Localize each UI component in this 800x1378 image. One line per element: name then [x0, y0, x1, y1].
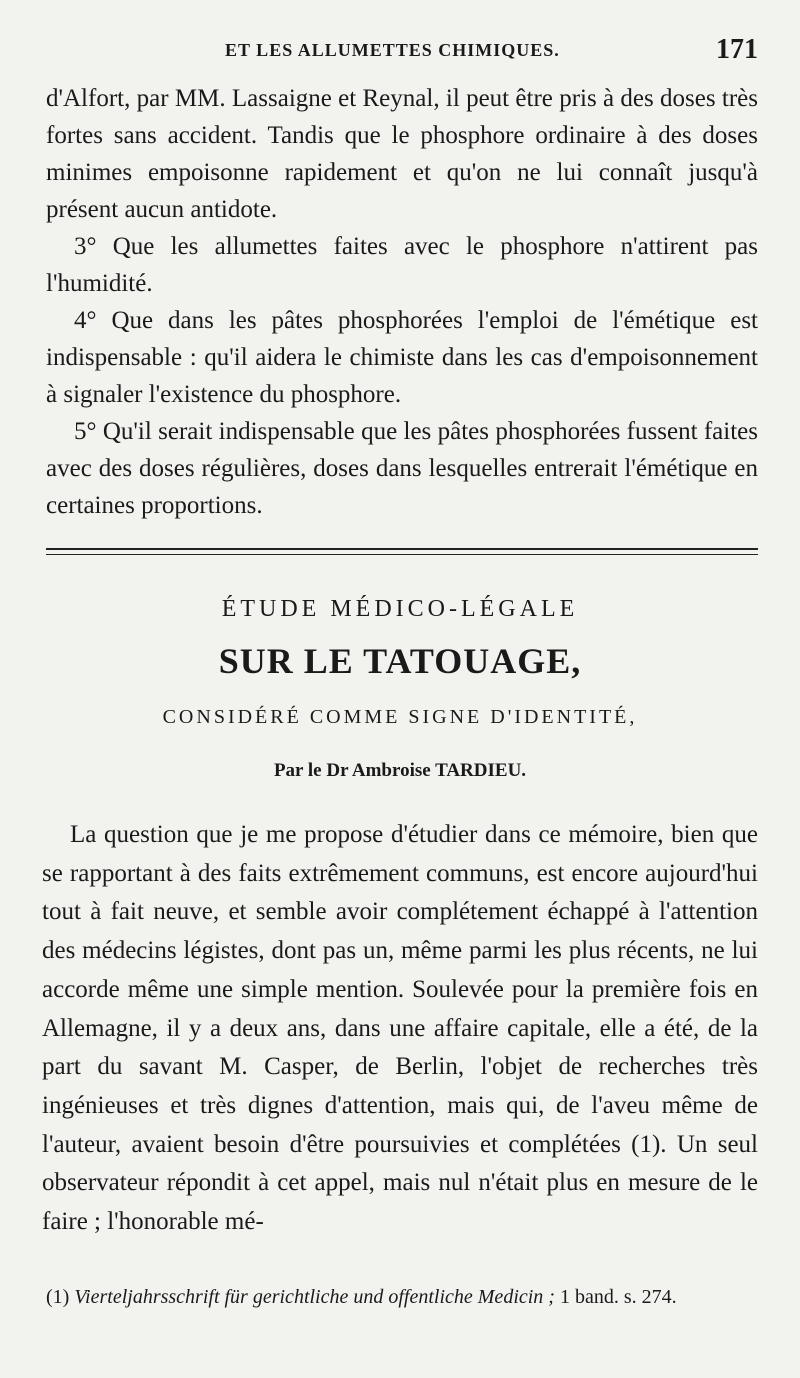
article-title: SUR LE TATOUAGE, — [218, 641, 582, 681]
paragraph-point-3: 3° Que les allumettes faites avec le phosphore n'attirent pas l'humidité. — [46, 233, 758, 297]
footnote-rest: 1 band. s. 274. — [559, 1286, 677, 1308]
article-kicker: ÉTUDE MÉDICO-LÉGALE — [221, 596, 579, 622]
body-paragraph: La question que je me propose d'étudier dans ce mémoire, bien que se rapportant à des faits extrêmement communs, est encore aujourd'hui tout à fait neuve, et semble avoir complétement échappé à l'attention des médecins légistes, dont pas un, même parmi les plus récents, ne lui accorde même une simple mention. Soulevée pour la première fois en Allemagne, il y a deux ans, dans une affaire capitale, elle a été, de la part du savant M. Casper, de Berlin, l'objet de recherches très ingénieuses et très dignes d'attention, mais qui, de l'aveu même de l'auteur, avaient besoin d'être poursuivies et complétées (1). Un seul observateur répondit à cet appel, mais nul n'était plus en mesure de le faire ; l'honorable mé- — [42, 821, 758, 1236]
running-head-title: ET LES ALLUMETTES CHIMIQUES. — [225, 40, 560, 60]
paragraph-point-4: 4° Que dans les pâtes phosphorées l'emploi de l'émétique est indispensable : qu'il aidera le chimiste dans les cas d'empoisonnement à signaler l'existence du phosphore. — [46, 307, 758, 408]
footnote-marker: (1) — [46, 1286, 70, 1308]
paragraph-point-5: 5° Qu'il serait indispensable que les pâtes phosphorées fussent faites avec des doses régulières, doses dans lesquelles entrerait l'émétique en certaines proportions. — [46, 418, 758, 519]
footnote — [46, 1282, 758, 1312]
section-divider-top — [46, 548, 758, 550]
page-number: 171 — [716, 34, 758, 65]
section-divider-bottom — [46, 554, 758, 555]
paragraph-continuation: d'Alfort, par MM. Lassaigne et Reynal, il peut être pris à des doses très fortes sans accident. Tandis que le phosphore ordinaire à des doses minimes empoisonne rapidement et qu'on ne lui connaît jusqu'à présent aucun antidote. — [46, 85, 758, 223]
footnote-journal: Vierteljahrsschrift für gerichtliche und offentliche Medicin ; — [74, 1286, 555, 1308]
article-byline: Par le Dr Ambroise TARDIEU. — [273, 760, 527, 781]
running-head — [0, 36, 800, 68]
article-subtitle: CONSIDÉRÉ COMME SIGNE D'IDENTITÉ, — [162, 706, 638, 728]
